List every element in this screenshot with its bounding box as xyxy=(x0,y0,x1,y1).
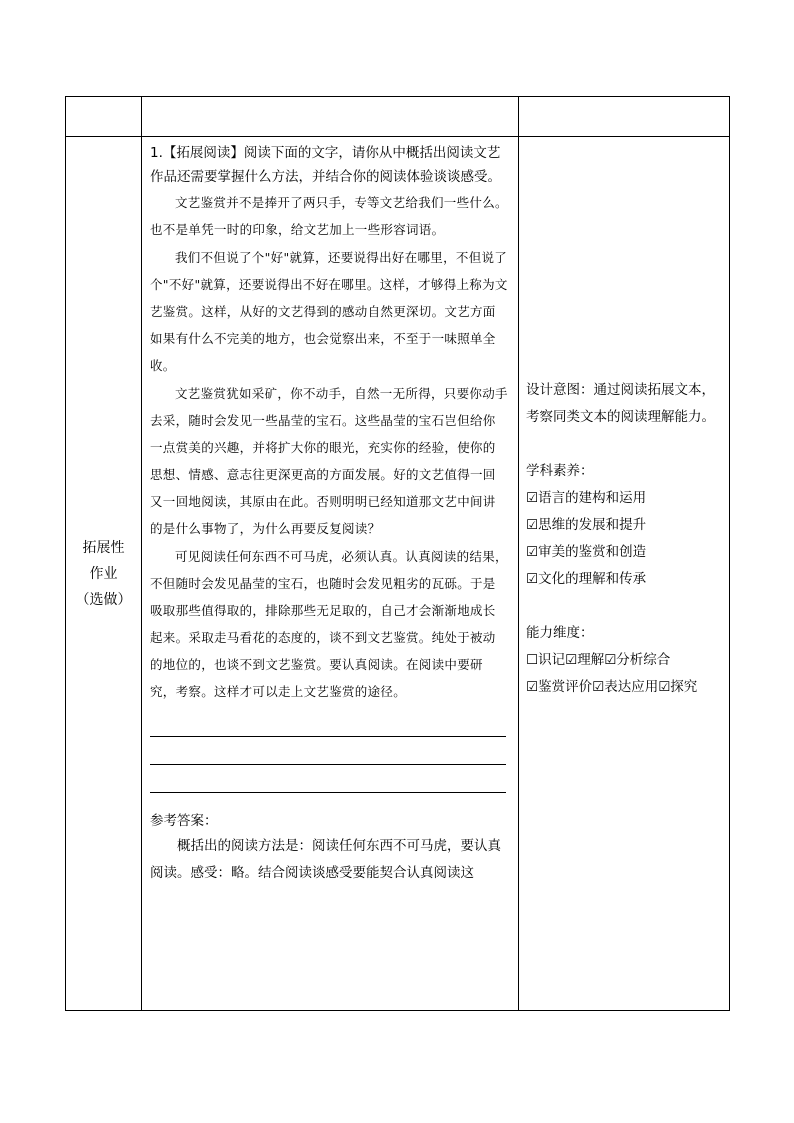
extended-homework-row xyxy=(66,137,730,1011)
reference-answer-body: 概括出的阅读方法是：阅读任何东西不可马虎，要认真阅读。感受：略。结合阅读谈感受要能契合认真阅读这 xyxy=(150,838,501,881)
category-label xyxy=(66,535,141,613)
literacy-item: ☑思维的发展和提升 xyxy=(526,517,647,533)
answer-lines xyxy=(150,709,508,793)
homework-table xyxy=(65,96,730,1011)
category-label-line: （选做） xyxy=(75,591,132,608)
passage-paragraph: 可见阅读任何东西不可马虎，必须认真。认真阅读的结果，不但随时会发见晶莹的宝石，也随时会发见粗劣的瓦砾。于是吸取那些值得取的，排除那些无足取的，自己才会渐渐地成长起来。采取走马看花的态度的，谈不到文艺鉴赏。纯处于被动的地位的，也谈不到文艺鉴赏。要认真阅读。在阅读中要研究，考察。这样才可以走上文艺鉴赏的途径。 xyxy=(150,549,508,699)
header-cell-1 xyxy=(66,97,142,137)
category-label-line: 拓展性 xyxy=(82,539,125,556)
header-cell-3 xyxy=(519,97,730,137)
passage-paragraph: 文艺鉴赏并不是捧开了两只手，专等文艺给我们一些什么。也不是单凭一时的印象，给文艺加上一些形容词语。 xyxy=(150,195,508,237)
ability-line: ☐识记☑理解☑分析综合 xyxy=(526,652,671,668)
category-label-line: 作业 xyxy=(89,565,118,582)
design-cell xyxy=(519,137,730,1011)
reading-passage xyxy=(150,189,508,705)
literacy-item: ☑文化的理解和传承 xyxy=(526,571,647,587)
answer-line[interactable] xyxy=(150,709,506,737)
question-text: 1.【拓展阅读】阅读下面的文字，请你从中概括出阅读文艺作品还需要掌握什么方法，并结合你的阅读体验谈谈感受。 xyxy=(150,145,501,185)
passage-paragraph: 我们不但说了个"好"就算，还要说得出好在哪里，不但说了个"不好"就算，还要说得出不好在哪里。这样，才够得上称为文艺鉴赏。这样，从好的文艺得到的感动自然更深切。文艺方面如果有什么不完美的地方，也会觉察出来，不至于一味照单全收。 xyxy=(150,250,508,373)
literacy-item: ☑审美的鉴赏和创造 xyxy=(526,544,647,560)
answer-line[interactable] xyxy=(150,765,506,793)
answer-line[interactable] xyxy=(150,737,506,765)
literacy-item: ☑语言的建构和运用 xyxy=(526,490,647,506)
passage-paragraph: 文艺鉴赏犹如采矿，你不动手，自然一无所得，只要你动手去采，随时会发见一些晶莹的宝石。这些晶莹的宝石岂但给你一点赏美的兴趣，并将扩大你的眼光，充实你的经验，使你的思想、情感、意志往更深更高的方面发展。好的文艺值得一回又一回地阅读，其原由在此。否则明明已经知道那文艺中间讲的是什么事物了，为什么再要反复阅读？ xyxy=(150,386,508,536)
header-cell-2 xyxy=(142,97,519,137)
ability-line: ☑鉴赏评价☑表达应用☑探究 xyxy=(526,679,698,695)
category-label-cell xyxy=(66,137,142,1011)
reference-answer-title: 参考答案： xyxy=(150,813,218,829)
ability-title: 能力维度： xyxy=(526,625,594,641)
design-intent: 设计意图：通过阅读拓展文本，考察同类文本的阅读理解能力。 xyxy=(526,382,715,425)
literacy-title: 学科素养： xyxy=(526,463,594,479)
content-cell xyxy=(142,137,519,1011)
header-row xyxy=(66,97,730,137)
